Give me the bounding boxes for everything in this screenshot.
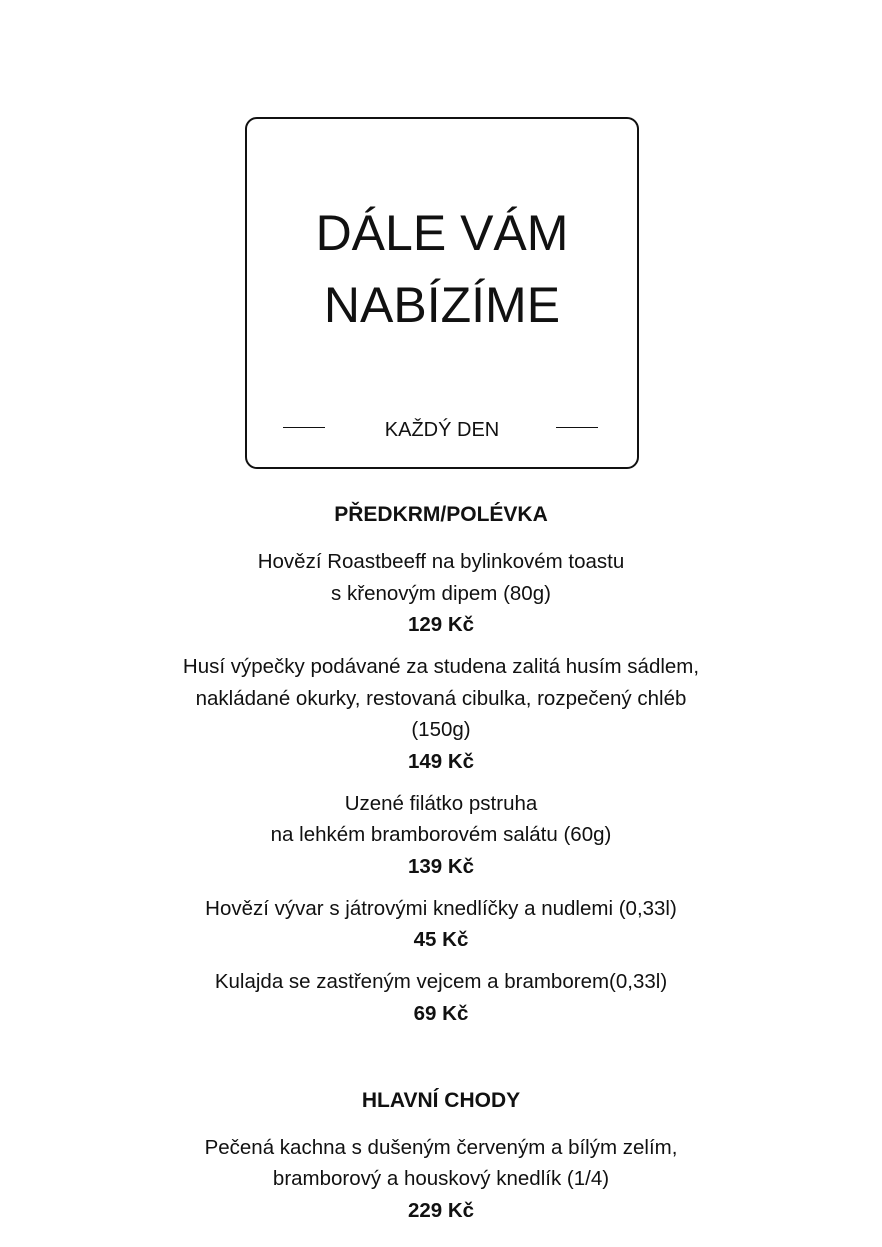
item-price: 229 Kč (407, 1198, 475, 1222)
item-price: 129 Kč (407, 613, 475, 636)
subtitle: KAŽDÝ DEN (384, 419, 500, 441)
title-line: DÁLE VÁM (315, 205, 569, 261)
menu-section (0, 1086, 882, 1226)
item-description: Hovězí vývar s játrovými knedlíčky a nudlemi (0,33l) (205, 896, 677, 920)
item-price: 139 Kč (407, 854, 475, 878)
section-heading: HLAVNÍ CHODY (361, 1088, 521, 1112)
menu-item (0, 966, 882, 1029)
menu-section (0, 500, 882, 1029)
item-description: s křenovým dipem (80g) (331, 581, 551, 605)
item-description: Uzené filátko pstruha (344, 791, 538, 815)
menu-item (0, 788, 882, 882)
item-price: 149 Kč (407, 749, 475, 773)
header-frame (245, 117, 639, 469)
item-description: nakládané okurky, restovaná cibulka, rozpečený chléb (195, 686, 687, 710)
menu-list (0, 500, 882, 1237)
menu-item (0, 1132, 882, 1226)
item-price: 69 Kč (413, 1001, 469, 1025)
item-price: 45 Kč (413, 928, 469, 951)
item-description: (150g) (411, 718, 471, 741)
menu-item (0, 546, 882, 640)
item-description: Hovězí Roastbeeff na bylinkovém toastu (257, 550, 625, 573)
menu-item (0, 651, 882, 777)
menu-item (0, 893, 882, 956)
item-description: bramborový a houskový knedlík (1/4) (272, 1167, 610, 1190)
section-heading: PŘEDKRM/POLÉVKA (334, 503, 548, 526)
item-description: Pečená kachna s dušeným červeným a bílým zelím, (204, 1135, 678, 1159)
item-description: Husí výpečky podávané za studena zalitá husím sádlem, (182, 655, 700, 678)
item-description: na lehkém bramborovém salátu (60g) (270, 823, 612, 846)
page-title (247, 197, 637, 341)
divider-right (556, 427, 598, 428)
title-line: NABÍZÍME (323, 277, 561, 333)
item-description: Kulajda se zastřeným vejcem a bramborem(0,33l) (214, 970, 668, 993)
